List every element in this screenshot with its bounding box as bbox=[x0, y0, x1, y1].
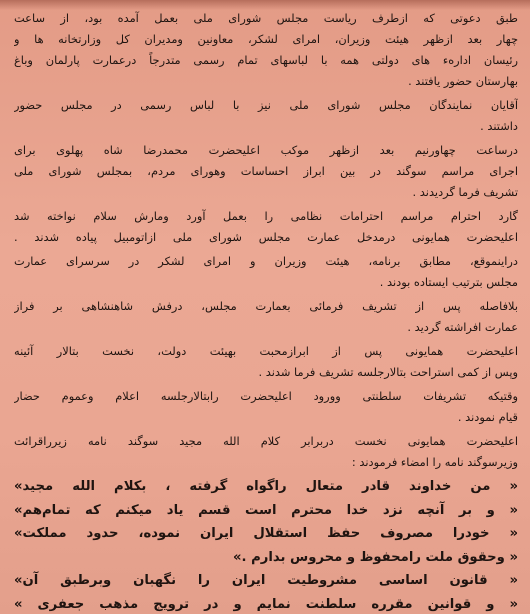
paragraph-4 bbox=[14, 206, 518, 248]
text-line: اجرای مراسم سوگند در بین ابراز احساسات وهورای مردم، بمجلس شورای ملی bbox=[14, 164, 518, 178]
text-line: اعلیحضرت همایونی پس از ابرازمحبت بهیئت دولت، نخست بتالار آئینه bbox=[14, 344, 518, 358]
text-line: داشتند . bbox=[480, 119, 518, 133]
oath-line: « و قوانین مقرره سلطنت نمایم و در ترویج مذهب جعفری » bbox=[14, 596, 518, 612]
oath-line: « من خداوند قادر متعال راگواه گرفته ، بکلام الله مجید» bbox=[14, 479, 518, 494]
text-line: تشریف فرما گردیدند . bbox=[412, 185, 518, 199]
text-line: گارد احترام مراسم احترامات نظامی را بعمل آورد ومارش سلام نواخته شد bbox=[14, 209, 518, 223]
text-line: وپس از کمی استراحت بتالارجلسه تشریف فرما شدند . bbox=[258, 365, 518, 379]
text-line: مجلس بترتیب ایستاده بودند . bbox=[379, 275, 518, 289]
text-line: وزیرسوگند نامه را امضاء فرمودند : bbox=[351, 455, 518, 469]
oath-line: « و بر آنچه نزد خدا محترم است قسم یاد میکنم که تمام‌هم» bbox=[14, 502, 518, 518]
paragraph-6 bbox=[14, 296, 518, 338]
text-line: دراینموقع، مطابق برنامه، هیئت وزیران و امرای لشکر در سرسرای عمارت bbox=[14, 254, 518, 268]
text-line: بلافاصله پس از تشریف فرمائی بعمارت مجلس، درفش شاهنشاهی بر فراز bbox=[14, 299, 518, 313]
paragraph-2 bbox=[14, 95, 518, 137]
text-line: وقتیکه تشریفات سلطنتی وورود اعلیحضرت رابتالارجلسه اعلام وعموم حضار bbox=[14, 389, 518, 403]
text-line: طبق دعوتی که ازطرف ریاست مجلس شورای ملی بعمل آمده بود، از ساعت bbox=[14, 11, 518, 25]
text-line: درساعت چهاورنیم بعد ازظهر موکب اعلیحضرت محمدرضا شاه پهلوی برای bbox=[14, 143, 518, 157]
text-line: بهارستان حضور یافتند . bbox=[408, 74, 518, 88]
oath-quotation bbox=[14, 475, 518, 614]
paragraph-8 bbox=[14, 386, 518, 428]
text-line: اعلیحضرت همایونی نخست دربرابر کلام الله مجید سوگند نامه زیرراقرائت bbox=[14, 434, 518, 448]
article-text bbox=[14, 8, 518, 614]
paragraph-7 bbox=[14, 341, 518, 383]
paragraph-5 bbox=[14, 251, 518, 293]
text-line: آقایان نمایندگان مجلس شورای ملی نیز با لباس رسمی در مجلس حضور bbox=[14, 98, 518, 112]
text-line: اعلیحضرت همایونی درمدخل عمارت مجلس شورای ملی ازاتومبیل پیاده شدند . bbox=[14, 230, 518, 244]
paragraph-3 bbox=[14, 140, 518, 203]
oath-line: « خودرا مصروف حفظ استقلال ایران نموده، حدود مملکت» bbox=[14, 526, 518, 542]
oath-line: « وحقوق ملت رامحفوظ و محروس بدارم .» bbox=[233, 549, 518, 565]
text-line: قیام نمودند . bbox=[457, 410, 518, 424]
text-line: عمارت افراشته گردید . bbox=[407, 320, 518, 334]
text-line: رئیسان ادارهء های دولتی همه با لباسهای تمام رسمی متدرجاً درعمارت پارلمان وباغ bbox=[14, 53, 518, 67]
paragraph-1 bbox=[14, 8, 518, 92]
text-line: چهار بعد ازظهر هیئت وزیران، امرای لشکر، معاونین ومدیران کل وزارتخانه ها و bbox=[14, 32, 518, 46]
paragraph-9 bbox=[14, 431, 518, 473]
oath-line: « قانون اساسی مشروطیت ایران را نگهبان وبرطبق آن» bbox=[14, 573, 518, 589]
